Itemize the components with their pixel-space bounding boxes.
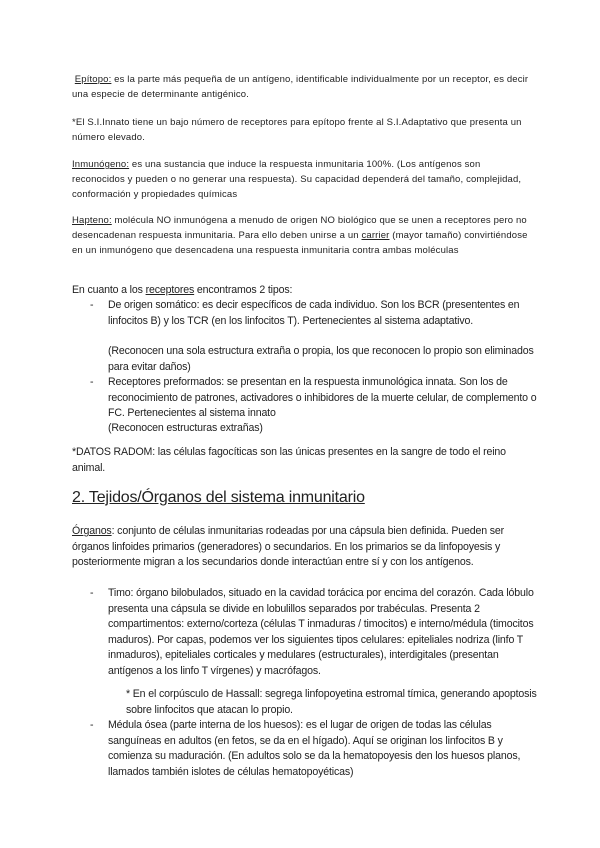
section-heading: 2. Tejidos/Órganos del sistema inmunitario xyxy=(72,489,365,506)
hapteno-paragraph xyxy=(72,213,532,258)
list-item-preformados: Receptores preformados: se presentan en la respuesta inmunológica innata. Son los de reconocimiento de patrones, activadores o inhibidores de la muerte celular, de complemento o FC. Pertenecientes al sistema innato xyxy=(108,376,537,419)
organos-paragraph xyxy=(72,524,532,571)
datos-random-note: *DATOS RADOM: las células fagocíticas son las únicas presentes en la sangre de todo el reino animal. xyxy=(72,446,506,474)
organos-term: Órganos xyxy=(72,525,112,537)
carrier-term: carrier xyxy=(361,230,390,241)
hapteno-definition-b: (mayor tamaño) convirtiéndose en un inmunógeno que desencadena una respuesta inmunitaria contra ambas moléculas xyxy=(72,230,528,256)
list-item-somatico-note: (Reconocen una sola estructura extraña o propia, los que reconocen lo propio son eliminados para evitar daños) xyxy=(108,345,534,373)
list-dash: - xyxy=(90,719,94,731)
receptores-intro: En cuanto a los receptores encontramos 2 tipos: xyxy=(72,284,293,296)
list-dash: - xyxy=(90,299,94,311)
list-dash: - xyxy=(90,587,94,599)
hapteno-definition-a: molécula NO inmunógena a menudo de origen NO biológico que se unen a receptores pero no desencadenan respuesta inmunitaria. Para ello deben unirse a un xyxy=(72,215,527,241)
inmunogeno-definition: es una sustancia que induce la respuesta inmunitaria 100%. (Los antígenos son reconocidos y pueden o no generar una respuesta). Su capacidad dependerá del tamaño, complejidad, conformación y propiedades químicas xyxy=(72,159,522,200)
inmunogeno-term: Inmunógeno: xyxy=(72,159,130,170)
hapteno-term: Hapteno: xyxy=(72,215,112,226)
epitopo-definition: es la parte más pequeña de un antígeno, identificable individualmente por un receptor, es decir una especie de determinante antigénico. xyxy=(72,74,529,100)
list-item-timo: Timo: órgano bilobulados, situado en la cavidad torácica por encima del corazón. Cada lóbulo presenta una cápsula se divide en lobulillos separados por trabéculas. Presenta 2 compartimentos: externo/corteza (células T inmaduras / timocitos) e interno/médula (timocitos maduros). Por capas, podemos ver los siguientes tipos celulares: epiteliales nodriza (linfo T inmaduros), epiteliales corticales y medulares (estructurales), interdigitales (presentan antígenos a los linfo T vírgenes) y macrófagos. xyxy=(108,587,534,677)
list-item-preformados-note: (Reconocen estructuras extrañas) xyxy=(108,422,263,434)
inmunogeno-paragraph xyxy=(72,157,532,202)
list-item-somatico: De origen somático: es decir específicos de cada individuo. Son los BCR (presententes en linfocitos B) y los TCR (en los linfocitos T). Pertenecientes al sistema adaptativo. xyxy=(108,299,520,327)
epitopo-term: Epítopo: xyxy=(74,74,112,85)
list-item-medula: Médula ósea (parte interna de los huesos): es el lugar de origen de todas las células sanguíneas en adultos (en fetos, se da en el hígado). Aquí se originan los linfocitos B y comienza su maduración. (En adultos solo se da la hematopoyesis den los huesos planos, llamados también islotes de células hematopoyéticas) xyxy=(108,719,521,778)
organos-definition: : conjunto de células inmunitarias rodeadas por una cápsula bien definida. Pueden ser órganos linfoides primarios (generadores) o secundarios. En los primarios se da linfopoyesis y posteriormente migran a los secundarios donde interactúan entre sí y con los antígenos. xyxy=(72,525,505,568)
hassall-note: * En el corpúsculo de Hassall: segrega linfopoyetina estromal tímica, generando apoptosis sobre linfocitos que atacan lo propio. xyxy=(126,688,537,716)
epitopo-paragraph xyxy=(72,72,532,102)
list-dash: - xyxy=(90,376,94,388)
innato-note: *El S.I.Innato tiene un bajo número de receptores para epítopo frente al S.I.Adaptativo que presenta un número elevado. xyxy=(72,117,522,143)
receptores-term: receptores xyxy=(145,284,195,296)
